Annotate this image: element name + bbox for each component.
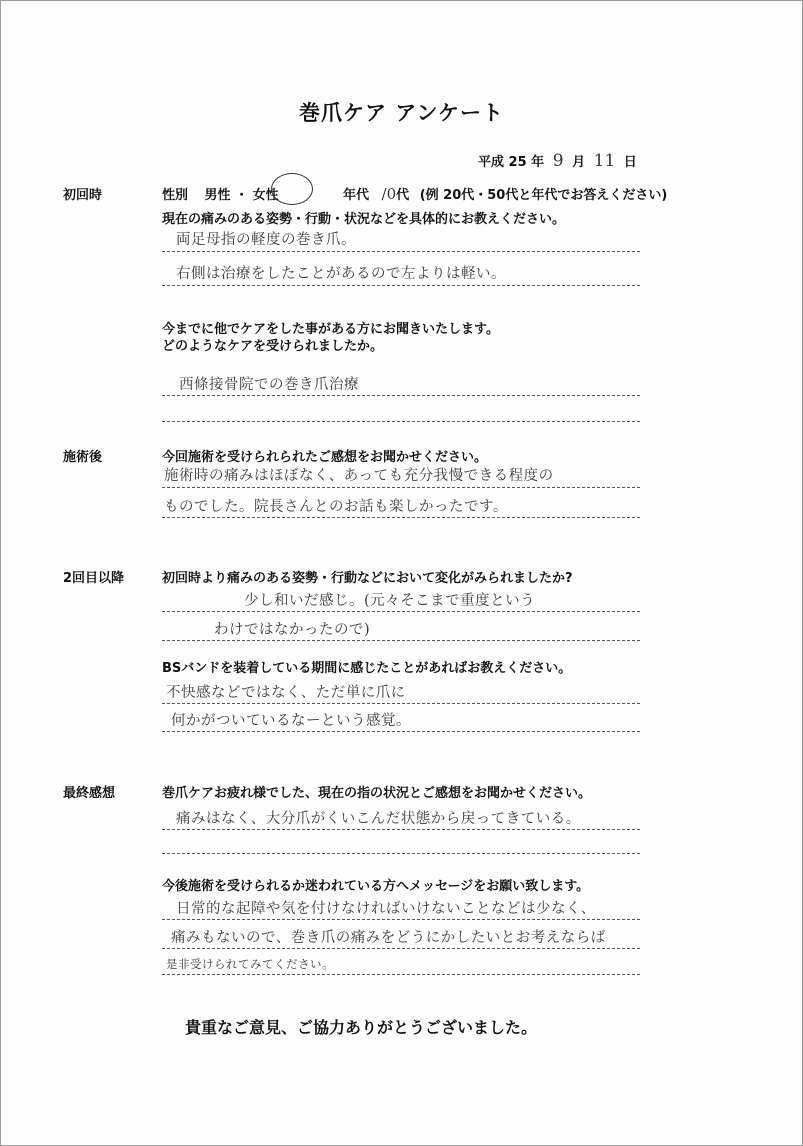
thank-you-message: 貴重なご意見、ご協力ありがとうございました。	[185, 1018, 538, 1037]
second-q2: BSバンドを装着している期間に感じたことがあればお教えください。	[162, 661, 572, 676]
second-a1-line2: わけではなかったので)	[214, 622, 371, 638]
first-q2-line1: 今までに他でケアをした事がある方にお聞きいたします。	[162, 322, 499, 337]
answer-line	[162, 919, 640, 920]
final-a2-line1: 日常的な起障や気を付けなければいけないことなどは少なく、	[176, 901, 596, 917]
gender-male: 男性	[204, 188, 231, 203]
age-row	[343, 184, 667, 203]
page-title: 巻爪ケア アンケート	[298, 101, 505, 125]
first-q2-line2: どのようなケアを受けられましたか。	[162, 339, 384, 354]
answer-line	[162, 421, 640, 422]
final-q2: 今後施術を受けられるか迷われている方へメッセージをお願い致します。	[162, 879, 590, 894]
date-day-unit: 日	[623, 155, 637, 170]
section-first-visit: 初回時	[63, 188, 103, 203]
age-example: (例 20代・50代と年代でお答えください)	[419, 188, 668, 203]
section-after-treatment: 施術後	[63, 450, 103, 465]
date-era: 平成	[478, 155, 505, 170]
final-q1: 巻爪ケアお疲れ様でした、現在の指の状況とご感想をお聞かせください。	[162, 786, 592, 801]
answer-line	[162, 285, 640, 286]
section-final: 最終感想	[63, 786, 116, 801]
gender-label: 性別	[162, 188, 189, 203]
second-a2-line2: 何かがついているなーという感覚。	[171, 713, 411, 729]
answer-line	[162, 853, 640, 854]
first-a1-line2: 右側は治療をしたことがあるので左よりは軽い。	[176, 266, 506, 282]
answer-line	[162, 731, 640, 732]
answer-line	[162, 829, 640, 830]
second-a1-line1: 少し和いだ感じ。(元々そこまで重度という	[244, 593, 536, 609]
answer-line	[162, 487, 640, 488]
first-a2-line1: 西條接骨院での巻き爪治療	[179, 377, 359, 393]
second-a2-line1: 不快感などではなく、ただ単に爪に	[166, 685, 406, 701]
date-row	[478, 151, 637, 171]
after-q: 今回施術を受けられられたご感想をお聞かせください。	[162, 450, 488, 465]
after-a-line1: 施術時の痛みはほぼなく、あっても充分我慢できる程度の	[164, 468, 554, 484]
answer-line	[162, 517, 640, 518]
date-year-unit: 年	[531, 155, 545, 170]
answer-line	[162, 974, 640, 975]
date-month: 9	[552, 151, 564, 171]
date-year: 25	[508, 155, 527, 170]
final-a2-line2: 痛みもないので、巻き爪の痛みをどうにかしたいとお考えならば	[171, 930, 606, 946]
date-month-unit: 月	[572, 155, 586, 170]
first-a1-line1: 両足母指の軽度の巻き爪。	[176, 232, 356, 248]
answer-line	[162, 948, 640, 949]
final-a1-line1: 痛みはなく、大分爪がくいこんだ状態から戻ってきている。	[176, 811, 581, 827]
answer-line	[162, 251, 640, 252]
female-circle-mark	[271, 173, 313, 205]
answer-line	[162, 395, 640, 396]
answer-line	[162, 703, 640, 704]
answer-line	[162, 640, 640, 641]
first-q1: 現在の痛みのある姿勢・行動・状況などを具体的にお教えください。	[162, 212, 566, 227]
answer-line	[162, 611, 640, 612]
age-unit: 代	[396, 188, 410, 203]
age-value: /0	[381, 185, 397, 203]
second-q1: 初回時より痛みのある姿勢・行動などにおいて変化がみられましたか?	[162, 571, 573, 586]
date-day: 11	[593, 151, 616, 171]
final-a2-line3: 是非受けられてみてください。	[166, 957, 334, 971]
after-a-line2: ものでした。院長さんとのお話も楽しかったです。	[164, 499, 508, 515]
age-label: 年代	[343, 188, 370, 203]
gender-row	[162, 184, 279, 203]
gender-separator: ・	[235, 188, 249, 203]
section-second-visit: 2回目以降	[63, 571, 125, 586]
gender-female: 女性	[252, 188, 279, 203]
